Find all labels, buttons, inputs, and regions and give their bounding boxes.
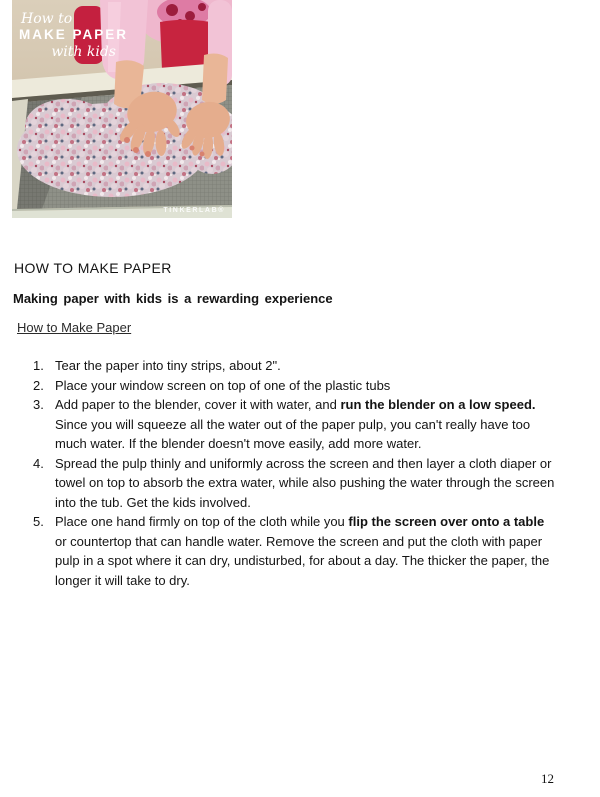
intro-statement: Making paper with kids is a rewarding experience xyxy=(13,291,333,306)
list-item-text-pre: Place your window screen on top of one of the plastic tubs xyxy=(55,377,391,393)
list-item xyxy=(33,356,557,376)
page-heading: HOW TO MAKE PAPER xyxy=(14,260,172,276)
list-item xyxy=(33,512,557,590)
list-item-text-pre: Spread the pulp thinly and uniformly across the screen and then layer a cloth diaper or towel on top to absorb the extra water, while also pushing the water through the screen into the tub. Get the kids involved. xyxy=(55,455,555,510)
photo-overlay-line2: MAKE PAPER xyxy=(19,27,129,42)
how-to-make-paper-link[interactable]: How to Make Paper xyxy=(17,320,132,335)
list-item-text-pre: Place one hand firmly on top of the cloth while you xyxy=(55,514,349,529)
page-number: 12 xyxy=(541,771,554,786)
list-item-number: 1. xyxy=(33,358,44,373)
photo-overlay-line3: with kids xyxy=(51,44,116,60)
list-item-number: 3. xyxy=(33,397,44,412)
photo-watermark: TINKERLAB® xyxy=(163,207,225,214)
list-item-text-post: Since you will squeeze all the water out of the paper pulp, you can't really have too much water. If the blender doesn't move easily, add more water. xyxy=(55,416,531,451)
list-item-number: 4. xyxy=(33,455,44,471)
list-item-text-bold: flip the screen over onto a table xyxy=(348,514,545,529)
list-item-text xyxy=(55,376,557,396)
list-item xyxy=(33,395,557,454)
list-item-number: 5. xyxy=(33,514,44,529)
list-item-text xyxy=(55,356,557,376)
instructions-list xyxy=(33,356,557,590)
photo-overlay-line1: How to xyxy=(21,11,73,27)
list-item xyxy=(33,454,557,513)
list-item-text xyxy=(55,512,557,590)
list-item-number: 2. xyxy=(33,377,44,393)
list-item-text xyxy=(55,395,557,454)
list-item-text-pre: Add paper to the blender, cover it with water, and xyxy=(55,397,341,412)
list-item xyxy=(33,376,557,396)
list-item-text xyxy=(55,454,557,513)
list-item-text-pre: Tear the paper into tiny strips, about 2". xyxy=(55,358,281,373)
list-item-text-post: or countertop that can handle water. Remove the screen and put the cloth with paper pulp in a spot where it can dry, undisturbed, for about a day. The thicker the paper, the longer it will take to dry. xyxy=(55,533,550,588)
list-item-text-bold: run the blender on a low speed. xyxy=(340,397,536,412)
header-photo xyxy=(12,0,232,218)
